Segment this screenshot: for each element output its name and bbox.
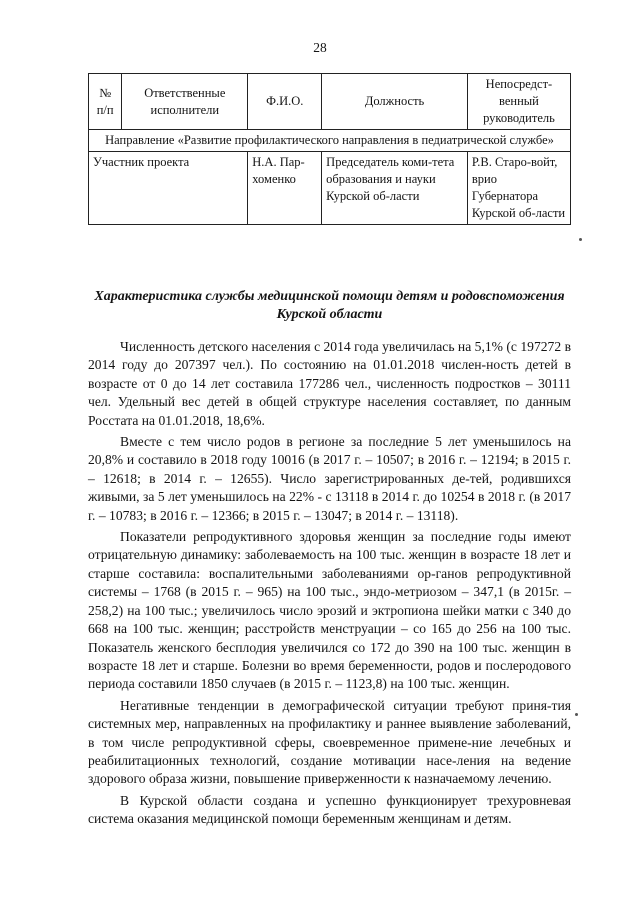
section-heading: Характеристика службы медицинской помощи детям и родовспоможения Курской области <box>94 289 565 322</box>
paragraph-births: Вместе с тем число родов в регионе за последние 5 лет уменьшилось на 20,8% и составило в 2018 году 10016 (в 2017 г. – 10507; в 2016 г. – 12194; в 2015 г. – 12618; в 2014 г. – 12655). Число зарегистрированных де-тей, родившихся живыми, за 5 лет уменьшилось на 22% - с 13118 в 2014 г. до 10254 в 2018 г. (в 2017 г. – 10783; в 2016 г. – 12366; в 2015 г. – 13047; в 2014 г. – 13118). <box>88 434 571 523</box>
header-responsible: Ответственные исполнители <box>122 74 248 130</box>
paragraph-three-level-system: В Курской области создана и успешно функционирует трехуровневая система оказания медицинской помощи беременным женщинам и детям. <box>88 792 571 827</box>
body-text <box>88 338 571 832</box>
cell-full-name: Н.А. Пар-хоменко <box>248 152 322 225</box>
table-row <box>89 152 571 225</box>
paragraph-reproductive-health: Показатели репродуктивного здоровья женщин за последние годы имеют отрицательную динамику: заболеваемость на 100 тыс. женщин в возрасте 18 лет и старше составила: воспалительными заболеваниями ор-ганов репродуктивной системы – 1768 (в 2015 г. – 965) на 100 тыс., эндо-метриозом – 347,1 (в 2015г. – 258,2) на 100 тыс.; увеличилось число эрозий и эктропиона шейки матки с 340 до 668 на 100 тыс. женщин; расстройств менструации – со 165 до 256 на 100 тыс. Показатель женского бесплодия увеличился со 172 до 390 на 100 тыс. женщин в возрасте 18 лет и старше. Болезни во время беременности, родов и послеродового периода составили 1850 случаев (в 2015 г. – 1123,8) на 100 тыс. женщин. <box>88 529 571 692</box>
header-position: Должность <box>322 74 468 130</box>
page-number: 28 <box>313 40 327 55</box>
direction-row <box>89 130 571 152</box>
header-number: № п/п <box>89 74 122 130</box>
header-supervisor: Непосредст-венный руководитель <box>467 74 570 130</box>
table-header-row <box>89 74 571 130</box>
direction-cell: Направление «Развитие профилактического направления в педиатрической службе» <box>89 130 571 152</box>
scan-speck <box>575 713 578 716</box>
paragraph-negative-trends: Негативные тенденции в демографической ситуации требуют приня-тия системных мер, направленных на профилактику и раннее выявление заболеваний, в том числе репродуктивной сферы, своевременное примене-ние лечебных и реабилитационных технологий, создание мотивации насе-ления на ведение здорового образа жизни, повышение приверженности к назначаемому лечению. <box>88 697 571 787</box>
cell-position: Председатель коми-тета образования и науки Курской об-ласти <box>322 152 468 225</box>
paragraph-children-population: Численность детского населения с 2014 года увеличилась на 5,1% (с 197272 в 2014 году до 207397 чел.). По состоянию на 01.01.2018 числен-ность детей в возрасте от 0 до 14 лет составила 177286 чел., численность подростков – 30111 чел. Удельный вес детей в общей структуре населения составляет, по данным Росстата на 01.01.2018, 18,6%. <box>88 339 571 428</box>
cell-supervisor: Р.В. Старо-войт, врио Губернатора Курской об-ласти <box>467 152 570 225</box>
responsibility-table <box>88 73 571 225</box>
scan-speck <box>579 238 582 241</box>
cell-role: Участник проекта <box>89 152 248 225</box>
header-full-name: Ф.И.О. <box>248 74 322 130</box>
